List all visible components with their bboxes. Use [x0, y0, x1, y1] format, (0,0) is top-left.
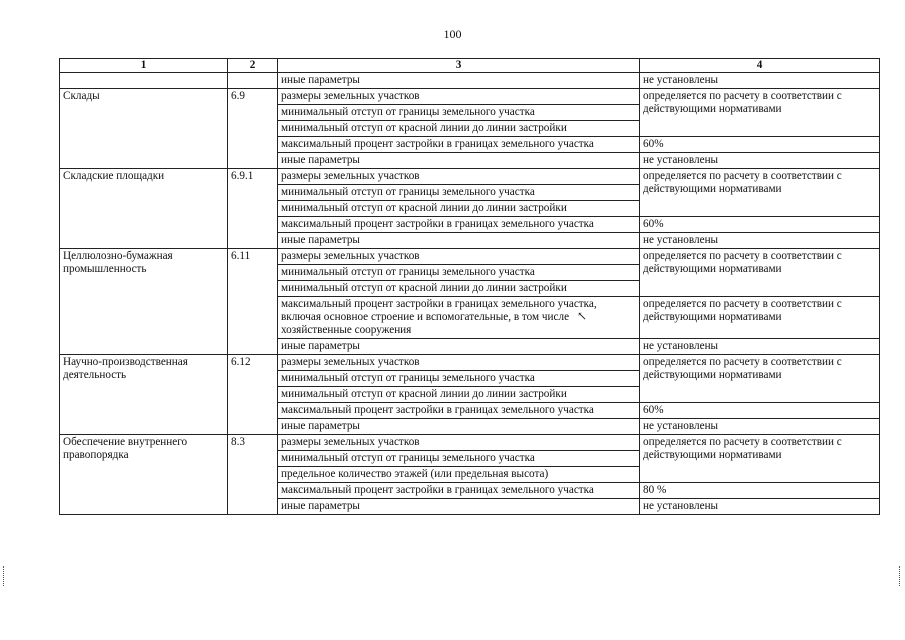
activity-code: 6.9.1	[228, 169, 278, 249]
activity-name: Складские площадки	[60, 169, 228, 249]
activity-code: 6.9	[228, 89, 278, 169]
activity-name	[60, 73, 228, 89]
parameter-cell: размеры земельных участков	[278, 435, 640, 451]
column-header-2: 2	[228, 59, 278, 73]
activity-code	[228, 73, 278, 89]
table-row	[60, 169, 880, 185]
value-cell: определяется по расчету в соответствии с действующими нормативами	[640, 169, 880, 217]
parameter-cell: иные параметры	[278, 73, 640, 89]
parameter-cell: иные параметры	[278, 339, 640, 355]
value-cell: не установлены	[640, 339, 880, 355]
value-cell: не установлены	[640, 73, 880, 89]
table-row	[60, 355, 880, 371]
activity-code: 8.3	[228, 435, 278, 515]
parameter-cell: минимальный отступ от границы земельного участка	[278, 185, 640, 201]
parameter-cell: размеры земельных участков	[278, 249, 640, 265]
parameter-cell: максимальный процент застройки в границах земельного участка	[278, 403, 640, 419]
value-cell: определяется по расчету в соответствии с действующими нормативами	[640, 355, 880, 403]
table-row	[60, 435, 880, 451]
value-cell: определяется по расчету в соответствии с действующими нормативами	[640, 89, 880, 137]
parameter-cell: минимальный отступ от красной линии до линии застройки	[278, 387, 640, 403]
parameter-cell: минимальный отступ от границы земельного участка	[278, 371, 640, 387]
parameter-cell: минимальный отступ от красной линии до линии застройки	[278, 201, 640, 217]
table-row	[60, 73, 880, 89]
value-cell: 60%	[640, 403, 880, 419]
parameter-cell: размеры земельных участков	[278, 89, 640, 105]
parameter-cell: иные параметры	[278, 499, 640, 515]
value-cell: определяется по расчету в соответствии с действующими нормативами	[640, 249, 880, 297]
parameter-cell: предельное количество этажей (или предельная высота)	[278, 467, 640, 483]
parameter-cell: размеры земельных участков	[278, 169, 640, 185]
land-use-parameters-table	[59, 58, 880, 515]
parameter-cell: иные параметры	[278, 233, 640, 249]
column-header-1: 1	[60, 59, 228, 73]
activity-name: Склады	[60, 89, 228, 169]
parameter-cell: иные параметры	[278, 153, 640, 169]
activity-name: Обеспечение внутреннего правопорядка	[60, 435, 228, 515]
scan-edge-mark-right	[899, 566, 902, 586]
value-cell: не установлены	[640, 419, 880, 435]
parameter-cell: минимальный отступ от красной линии до линии застройки	[278, 121, 640, 137]
parameter-cell: максимальный процент застройки в границах земельного участка	[278, 483, 640, 499]
table-row	[60, 249, 880, 265]
parameter-cell: минимальный отступ от границы земельного участка	[278, 105, 640, 121]
parameter-cell: максимальный процент застройки в границах земельного участка	[278, 137, 640, 153]
parameter-cell: максимальный процент застройки в границах земельного участка, включая основное строение и вспомогательные, в том числе хозяйственные сооружения	[278, 297, 640, 339]
value-cell: 60%	[640, 217, 880, 233]
table-row	[60, 89, 880, 105]
mouse-cursor-icon: ↖	[577, 309, 588, 323]
parameter-cell: минимальный отступ от границы земельного участка	[278, 265, 640, 281]
activity-code: 6.12	[228, 355, 278, 435]
header-row	[60, 59, 880, 73]
column-header-3: 3	[278, 59, 640, 73]
activity-name: Целлюлозно-бумажная промышленность	[60, 249, 228, 355]
value-cell: не установлены	[640, 499, 880, 515]
page-number: 100	[443, 27, 462, 41]
parameter-cell: максимальный процент застройки в границах земельного участка	[278, 217, 640, 233]
activity-code: 6.11	[228, 249, 278, 355]
value-cell: не установлены	[640, 153, 880, 169]
value-cell: 80 %	[640, 483, 880, 499]
value-cell: 60%	[640, 137, 880, 153]
column-header-4: 4	[640, 59, 880, 73]
parameter-cell: размеры земельных участков	[278, 355, 640, 371]
parameter-cell: минимальный отступ от красной линии до линии застройки	[278, 281, 640, 297]
parameter-cell: иные параметры	[278, 419, 640, 435]
activity-name: Научно-производственная деятельность	[60, 355, 228, 435]
scan-edge-mark-left	[3, 566, 6, 586]
value-cell: определяется по расчету в соответствии с действующими нормативами	[640, 297, 880, 339]
parameter-cell: минимальный отступ от границы земельного участка	[278, 451, 640, 467]
value-cell: не установлены	[640, 233, 880, 249]
value-cell: определяется по расчету в соответствии с действующими нормативами	[640, 435, 880, 483]
